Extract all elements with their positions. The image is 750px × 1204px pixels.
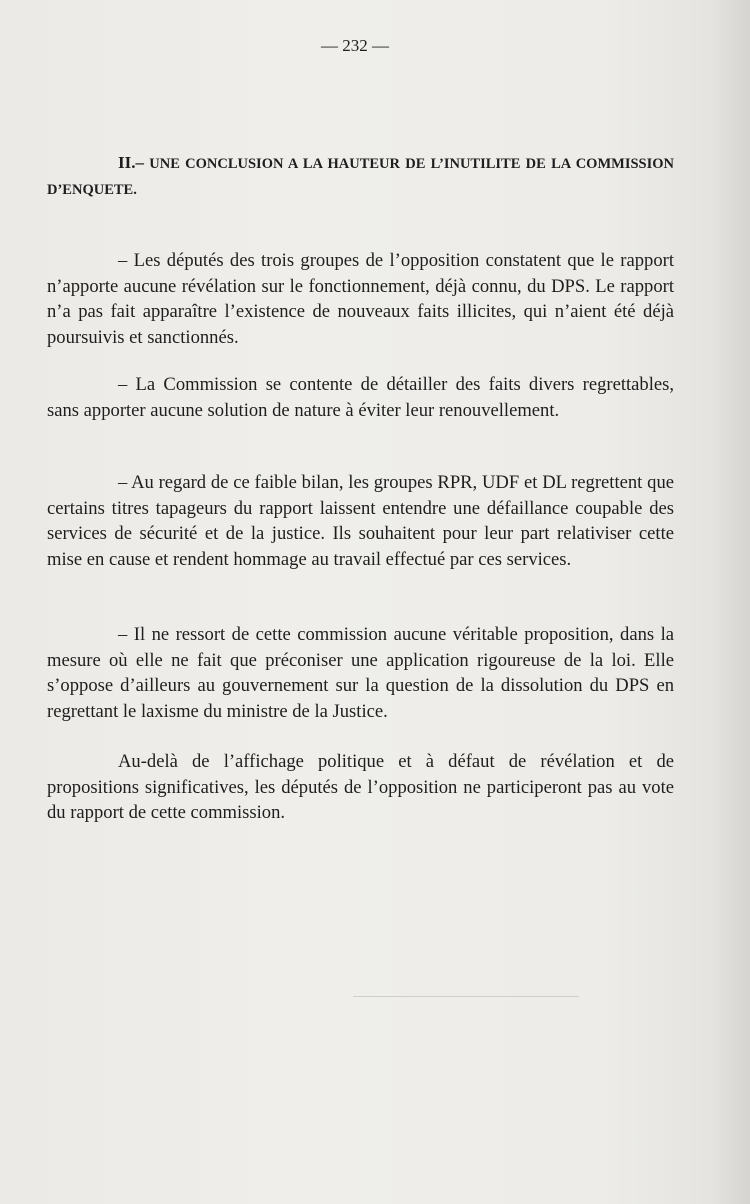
page-number: — 232 — bbox=[321, 36, 389, 55]
page-edge-shadow bbox=[710, 0, 750, 1204]
paragraph-text: Au-delà de l’affichage politique et à défaut de révélation et de propositions significatives, les députés de l’opposition ne participeront pas au vote du rapport de cette commission. bbox=[47, 751, 674, 823]
section-numeral: II.– bbox=[118, 153, 144, 172]
paragraph-3 bbox=[47, 470, 674, 572]
paragraph-5 bbox=[47, 749, 674, 826]
paragraph-2 bbox=[47, 372, 674, 423]
section-heading bbox=[47, 150, 674, 203]
paragraph-1 bbox=[47, 248, 674, 350]
show-through-rule bbox=[353, 996, 579, 997]
section-heading-text: UNE CONCLUSION A LA HAUTEUR DE L’INUTILITE DE LA COMMISSION D’ENQUETE. bbox=[47, 156, 674, 198]
paragraph-text: – Les députés des trois groupes de l’opposition constatent que le rapport n’apporte aucune révélation sur le fonctionnement, déjà connu, du DPS. Le rapport n’a pas fait apparaître l’existence de nouveaux faits illicites, qui n’aient été déjà poursuivis et sanctionnés. bbox=[47, 250, 674, 348]
paragraph-text: – Il ne ressort de cette commission aucune véritable proposition, dans la mesure où elle ne fait que préconiser une application rigoureuse de la loi. Elle s’oppose d’ailleurs au gouvernement sur la question de la dissolution du DPS en regrettant le laxisme du ministre de la Justice. bbox=[47, 624, 674, 722]
paragraph-text: – Au regard de ce faible bilan, les groupes RPR, UDF et DL regrettent que certains titres tapageurs du rapport laissent entendre une défaillance coupable des services de sécurité et de la justice. Ils souhaitent pour leur part relativiser cette mise en cause et rendent hommage au travail effectué par ces services. bbox=[47, 472, 674, 570]
paragraph-text: – La Commission se contente de détailler des faits divers regrettables, sans apporter aucune solution de nature à éviter leur renouvellement. bbox=[47, 374, 674, 421]
paragraph-4 bbox=[47, 622, 674, 724]
